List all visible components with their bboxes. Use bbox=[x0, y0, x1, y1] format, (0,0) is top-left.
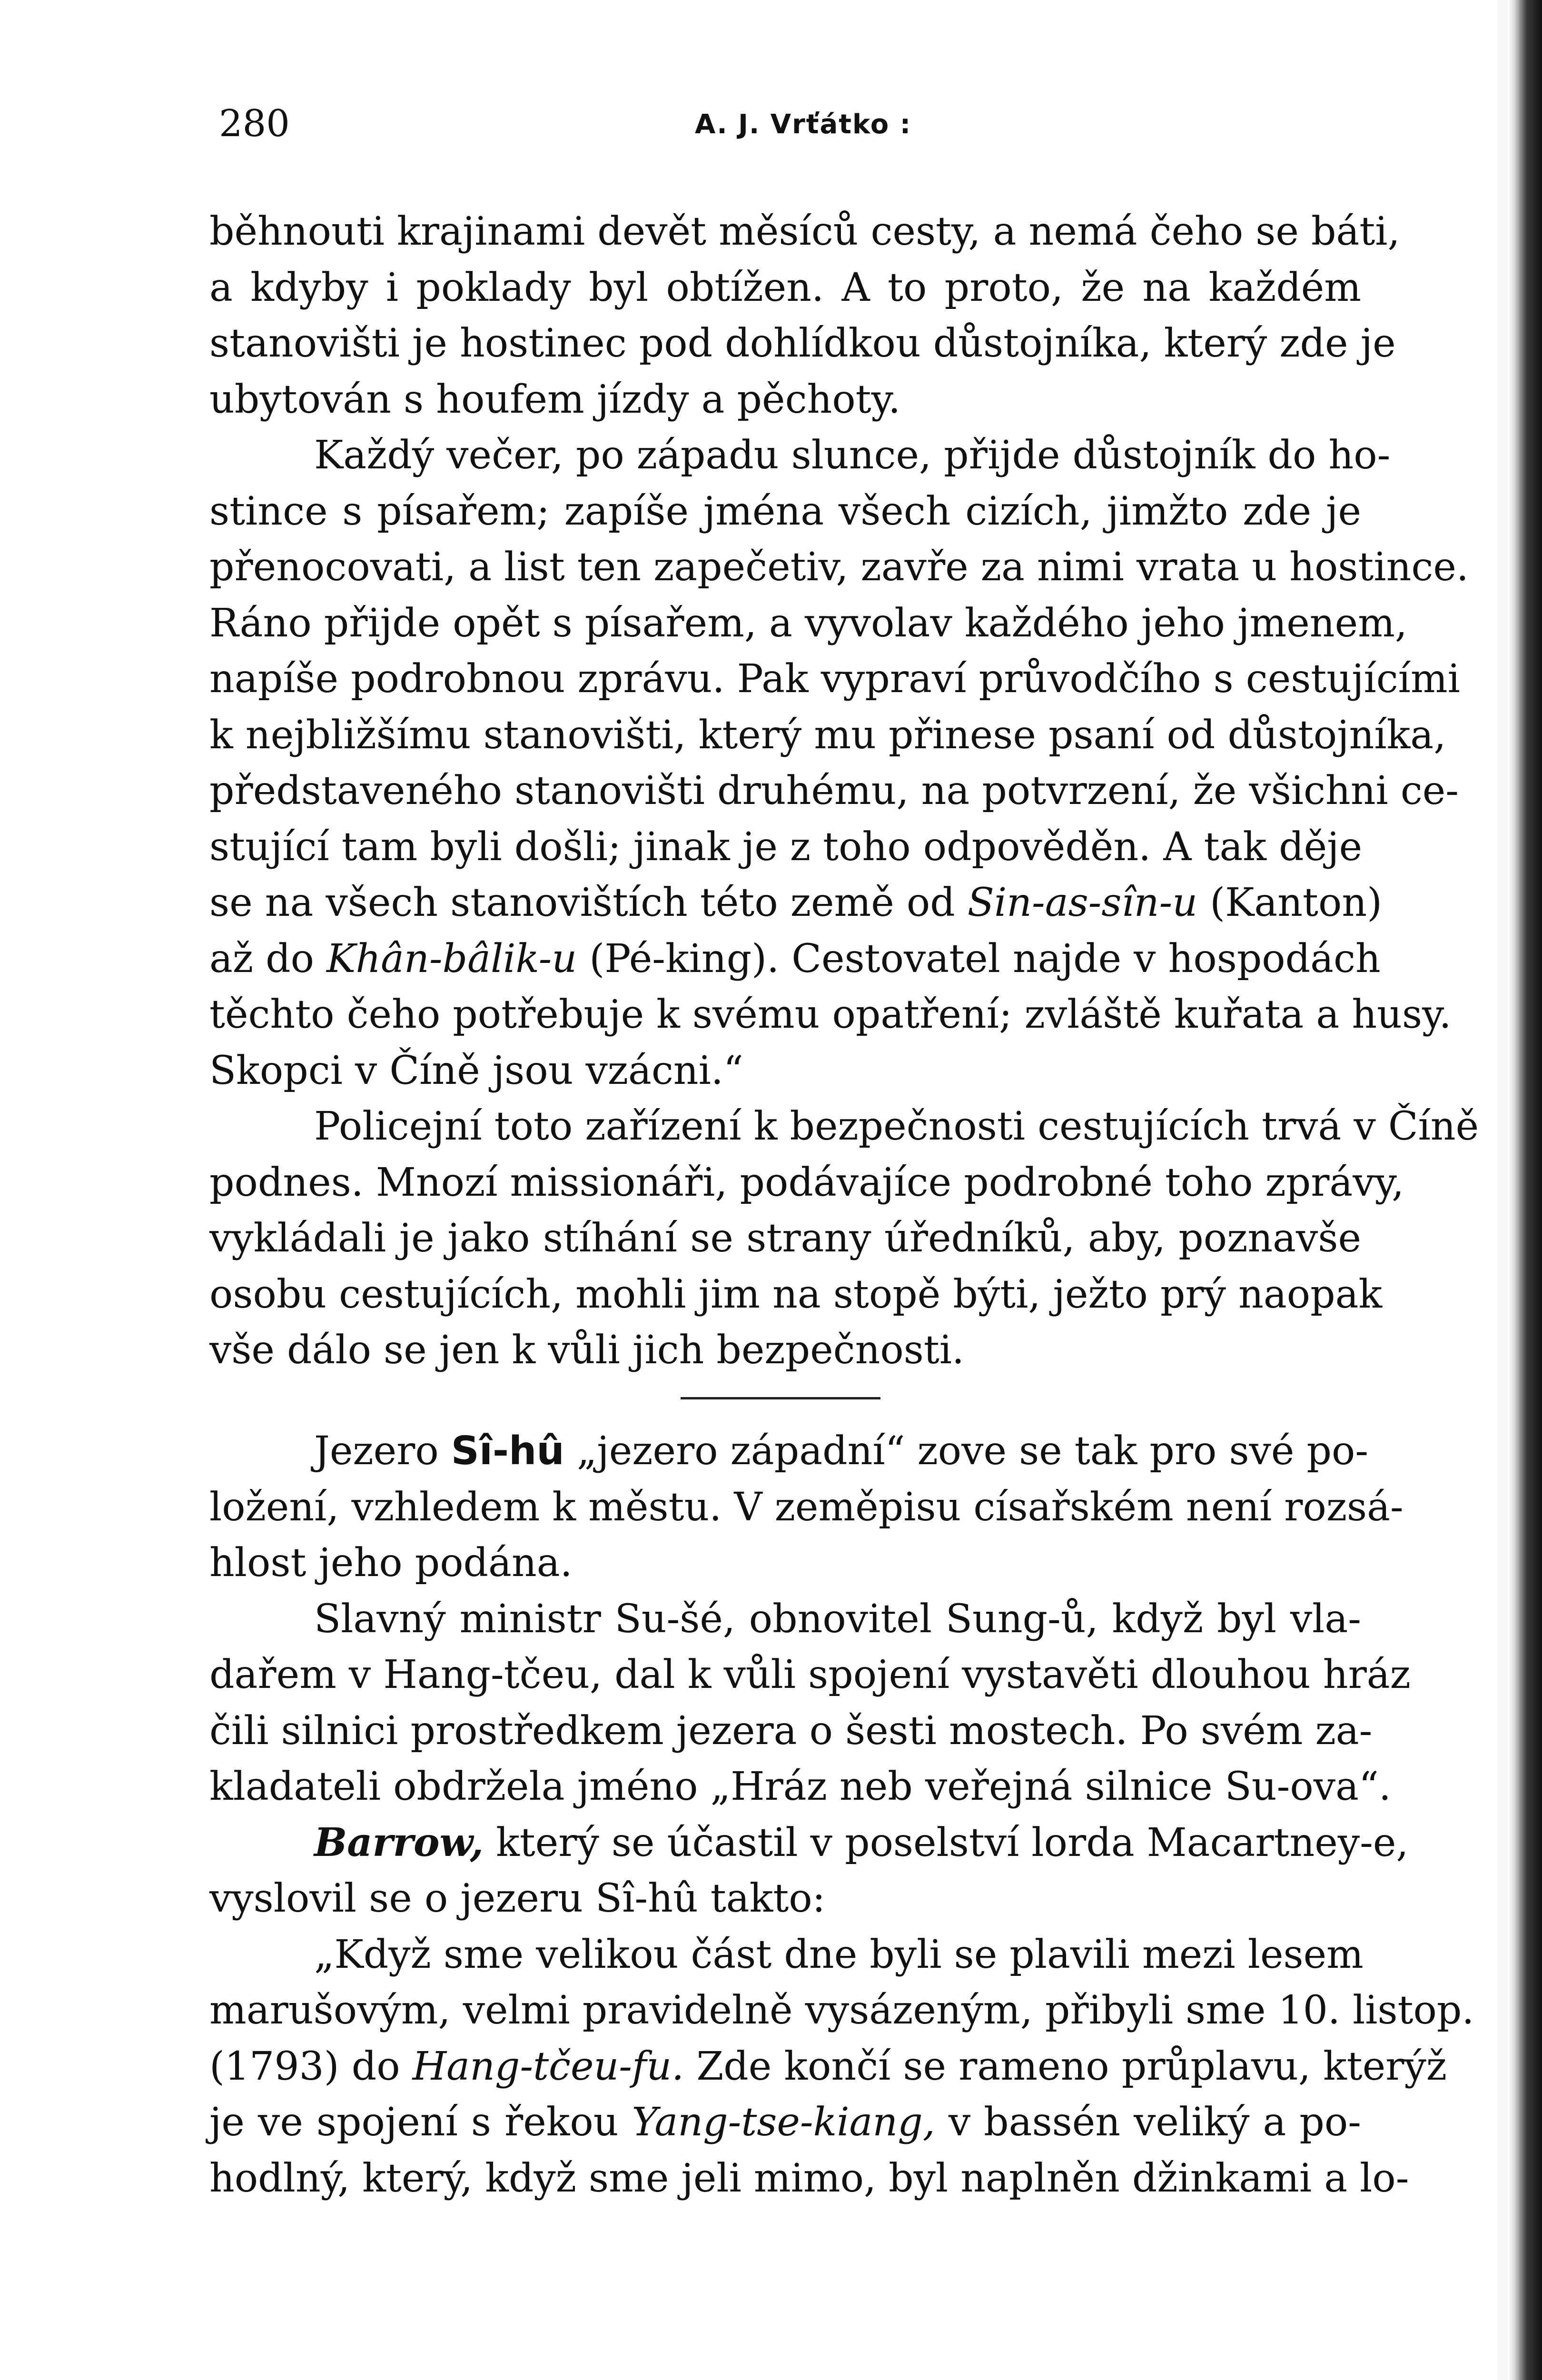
text-run: který se účastil v poselství lorda Macartney-e, bbox=[496, 1820, 1409, 1865]
text-run: Jezero bbox=[314, 1428, 439, 1474]
text-line: stince s písařem; zapíše jména všech cizích, jimžto zde je bbox=[209, 488, 1361, 534]
text-line: ubytován s houfem jízdy a pěchoty. bbox=[209, 377, 901, 422]
text-line: Ráno přijde opět s písařem, a vyvolav každého jeho jmenem, bbox=[209, 600, 1407, 646]
paragraph-start-line: Slavný ministr Su-šé, obnovitel Sung-ů, když byl vla- bbox=[314, 1596, 1361, 1642]
section-divider bbox=[681, 1397, 880, 1399]
text-section-2 bbox=[209, 1423, 1474, 2206]
text-line: hodlný, který, když sme jeli mimo, byl naplněn džinkami a lo- bbox=[209, 2155, 1409, 2201]
text-line: kladateli obdržela jméno „Hráz neb veřejná silnice Su-ova“. bbox=[209, 1764, 1391, 1809]
lake-name: Sî-hû bbox=[451, 1428, 564, 1474]
text-line: podnes. Mnozí missionáři, podávajíce podrobné toho zprávy, bbox=[209, 1160, 1404, 1205]
text-section-1 bbox=[209, 204, 1479, 1378]
text-run: (1793) do bbox=[209, 2043, 400, 2089]
text-line: přenocovati, a list ten zapečetiv, zavře za nimi vrata u hostince. bbox=[209, 545, 1469, 590]
text-line: marušovým, velmi pravidelně vysázeným, přibyli sme 10. listop. bbox=[209, 1988, 1474, 2033]
place-name-hangzhou: Hang-tčeu-fu. bbox=[412, 2043, 684, 2089]
text-run: (Pé-king). Cestovatel najde v hospodách bbox=[589, 936, 1381, 982]
paragraph-start-line: Každý večer, po západu slunce, přijde důstojník do ho- bbox=[314, 433, 1391, 478]
text-run: je ve spojení s řekou bbox=[209, 2100, 619, 2145]
place-name-peking: Khân-bâlik-u bbox=[326, 936, 577, 982]
page-number: 280 bbox=[219, 102, 290, 145]
page-header bbox=[219, 102, 1361, 159]
text-line: vše dálo se jen k vůli jich bezpečnosti. bbox=[209, 1328, 965, 1373]
text-line: napíše podrobnou zprávu. Pak vypraví průvodčího s cestujícími bbox=[209, 656, 1460, 702]
text-line: osobu cestujících, mohli jim na stopě býti, ježto prý naopak bbox=[209, 1271, 1383, 1317]
text-line-with-place bbox=[209, 2039, 1447, 2095]
text-line: ložení, vzhledem k městu. V zeměpisu císařském není rozsá- bbox=[209, 1484, 1404, 1530]
text-line: běhnouti krajinami devět měsíců cesty, a nemá čeho se báti, bbox=[209, 209, 1400, 254]
text-line: stanovišti je hostinec pod dohlídkou důstojníka, který zde je bbox=[209, 321, 1396, 366]
text-line: a kdyby i poklady byl obtížen. A to proto, že na každém bbox=[209, 265, 1361, 310]
paragraph-start-line bbox=[209, 1423, 1369, 1479]
text-line: vykládali je jako stíhání se strany úředníků, aby, poznavše bbox=[209, 1216, 1361, 1261]
running-head: A. J. Vrťátko : bbox=[695, 109, 912, 140]
text-line-with-place bbox=[209, 931, 1381, 987]
text-run: až do bbox=[209, 936, 315, 982]
paragraph-start-line bbox=[209, 1815, 1409, 1871]
text-run: „jezero západní“ zove se tak pro své po- bbox=[576, 1428, 1369, 1474]
text-line: dařem v Hang-tčeu, dal k vůli spojení vystavěti dlouhou hráz bbox=[209, 1652, 1411, 1697]
text-line: stující tam byli došli; jinak je z toho odpověděn. A tak děje bbox=[209, 824, 1363, 870]
text-line-with-place bbox=[209, 2094, 1361, 2151]
text-line: představeného stanovišti druhému, na potvrzení, že všichni ce- bbox=[209, 768, 1459, 813]
page-edge-dark bbox=[1508, 0, 1542, 2380]
text-line: k nejbližšímu stanovišti, který mu přinese psaní od důstojníka, bbox=[209, 712, 1446, 758]
text-run: Zde končí se rameno průplavu, kterýž bbox=[696, 2043, 1447, 2089]
text-line: těchto čeho potřebuje k svému opatření; zvláště kuřata a husy. bbox=[209, 992, 1452, 1037]
page-edge-shadow bbox=[1497, 0, 1508, 2380]
text-run: (Kanton) bbox=[1210, 880, 1383, 925]
text-run: se na všech stanovištích této země od bbox=[209, 880, 955, 925]
place-name-canton: Sin-as-sîn-u bbox=[967, 880, 1198, 925]
text-line: Skopci v Číně jsou vzácni.“ bbox=[209, 1048, 743, 1093]
text-line: čili silnici prostředkem jezera o šesti mostech. Po svém za- bbox=[209, 1708, 1373, 1754]
text-line: hlost jeho podána. bbox=[209, 1540, 573, 1586]
text-run: v bassén veliký a po- bbox=[948, 2100, 1361, 2145]
text-line: vyslovil se o jezeru Sî-hû takto: bbox=[209, 1876, 826, 1921]
river-name-yangtze: Yang-tse-kiang, bbox=[632, 2100, 935, 2145]
paragraph-start-line: „Když sme velikou část dne byli se plavili mezi lesem bbox=[314, 1932, 1364, 1977]
text-line-with-place bbox=[209, 875, 1383, 931]
paragraph-start-line: Policejní toto zařízení k bezpečnosti cestujících trvá v Číně bbox=[314, 1104, 1479, 1149]
author-name-barrow: Barrow, bbox=[314, 1819, 484, 1865]
